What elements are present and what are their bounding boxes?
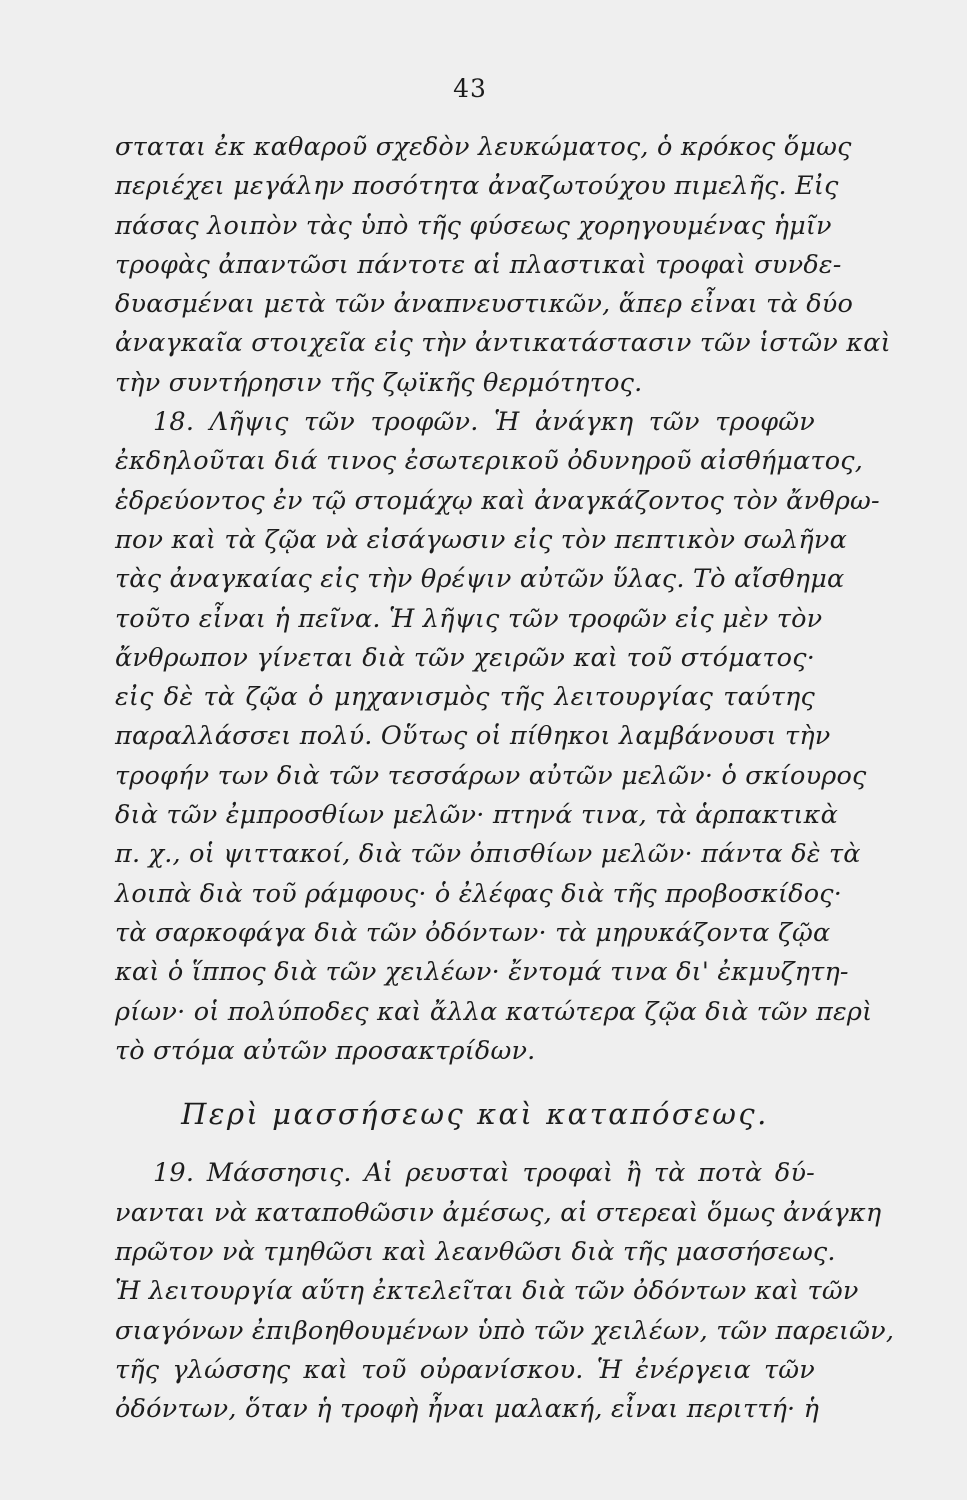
- text-line: σιαγόνων ἐπιβοηθουμένων ὑπὸ τῶν χειλέων, τῶν παρειῶν,: [115, 1315, 895, 1346]
- text-line: Ἡ λειτουργία αὕτη ἐκτελεῖται διὰ τῶν ὀδόντων καὶ τῶν: [115, 1276, 859, 1307]
- text-line: ἀναγκαῖα στοιχεῖα εἰς τὴν ἀντικατάστασιν τῶν ἱστῶν καὶ: [115, 328, 891, 359]
- text-line: ρίων· οἱ πολύποδες καὶ ἄλλα κατώτερα ζῷα διὰ τῶν περὶ: [115, 996, 873, 1027]
- text-line: παραλλάσσει πολύ. Οὕτως οἱ πίθηκοι λαμβάνουσι τὴν: [115, 721, 831, 752]
- text-line: διὰ τῶν ἐμπροσθίων μελῶν· πτηνά τινα, τὰ ἁρπακτικὰ: [115, 800, 839, 831]
- text-line: πρῶτον νὰ τμηθῶσι καὶ λεανθῶσι διὰ τῆς μασσήσεως.: [115, 1237, 836, 1268]
- text-line: π. χ., οἱ ψιττακοί, διὰ τῶν ὀπισθίων μελῶν· πάντα δὲ τὰ: [115, 839, 861, 870]
- text-line: ἄνθρωπον γίνεται διὰ τῶν χειρῶν καὶ τοῦ στόματος·: [115, 642, 815, 673]
- page-number: 43: [453, 74, 487, 103]
- text-line: σταται ἐκ καθαροῦ σχεδὸν λευκώματος, ὁ κρόκος ὅμως: [115, 132, 852, 162]
- paragraph-food-intake: [115, 403, 880, 1071]
- text-line: τὸ στόμα αὐτῶν προσακτρίδων.: [115, 1035, 536, 1066]
- text-line: περιέχει μεγάλην ποσότητα ἀναζωτούχου πιμελῆς. Εἰς: [115, 171, 839, 202]
- text-line: λοιπὰ διὰ τοῦ ράμφους· ὁ ἐλέφας διὰ τῆς προβοσκίδος·: [115, 878, 843, 909]
- text-line: ἑδρεύοντος ἐν τῷ στομάχῳ καὶ ἀναγκάζοντος τὸν ἄνθρω-: [115, 485, 880, 516]
- page-body: [115, 128, 895, 1430]
- text-line: τὰς ἀναγκαίας εἰς τὴν θρέψιν αὐτῶν ὕλας. Τὸ αἴσθημα: [115, 564, 845, 595]
- text-line: τὴν συντήρησιν τῆς ζῳϊκῆς θερμότητος.: [115, 367, 643, 398]
- text-line: τῆς γλώσσης καὶ τοῦ οὐρανίσκου. Ἡ ἐνέργεια τῶν: [115, 1354, 815, 1385]
- text-line: πον καὶ τὰ ζῷα νὰ εἰσάγωσιν εἰς τὸν πεπτικὸν σωλῆνα: [115, 524, 848, 555]
- text-line: 19. Μάσσησις. Αἱ ρευσταὶ τροφαὶ ἢ τὰ ποτὰ δύ-: [153, 1158, 815, 1189]
- text-line: νανται νὰ καταποθῶσιν ἀμέσως, αἱ στερεαὶ ὅμως ἀνάγκη: [115, 1197, 882, 1228]
- text-line: τοῦτο εἶναι ἡ πεῖνα. Ἡ λῆψις τῶν τροφῶν εἰς μὲν τὸν: [115, 603, 823, 634]
- paragraph-mastication: [115, 1154, 895, 1429]
- text-line: 18. Λῆψις τῶν τροφῶν. Ἡ ἀνάγκη τῶν τροφῶν: [153, 407, 815, 438]
- text-line: δυασμέναι μετὰ τῶν ἀναπνευστικῶν, ἅπερ εἶναι τὰ δύο: [115, 289, 853, 320]
- text-line: ἐκδηλοῦται διά τινος ἐσωτερικοῦ ὀδυνηροῦ αἰσθήματος,: [115, 446, 864, 477]
- text-line: τὰ σαρκοφάγα διὰ τῶν ὀδόντων· τὰ μηρυκάζοντα ζῷα: [115, 917, 831, 948]
- text-line: εἰς δὲ τὰ ζῷα ὁ μηχανισμὸς τῆς λειτουργίας ταύτης: [115, 682, 815, 713]
- text-line: ὀδόντων, ὅταν ἡ τροφὴ ἦναι μαλακή, εἶναι περιττή· ἡ: [115, 1394, 820, 1425]
- section-heading: Περὶ μασσήσεως καὶ καταπόσεως.: [181, 1097, 769, 1132]
- text-line: καὶ ὁ ἵππος διὰ τῶν χειλέων· ἔντομά τινα δι' ἐκμυζητη-: [115, 957, 849, 988]
- text-line: τροφὰς ἀπαντῶσι πάντοτε αἱ πλαστικαὶ τροφαὶ συνδε-: [115, 249, 842, 280]
- text-line: πάσας λοιπὸν τὰς ὑπὸ τῆς φύσεως χορηγουμένας ἡμῖν: [115, 210, 832, 241]
- text-line: τροφήν των διὰ τῶν τεσσάρων αὐτῶν μελῶν· ὁ σκίουρος: [115, 760, 867, 791]
- paragraph-egg-yolk: [115, 128, 891, 403]
